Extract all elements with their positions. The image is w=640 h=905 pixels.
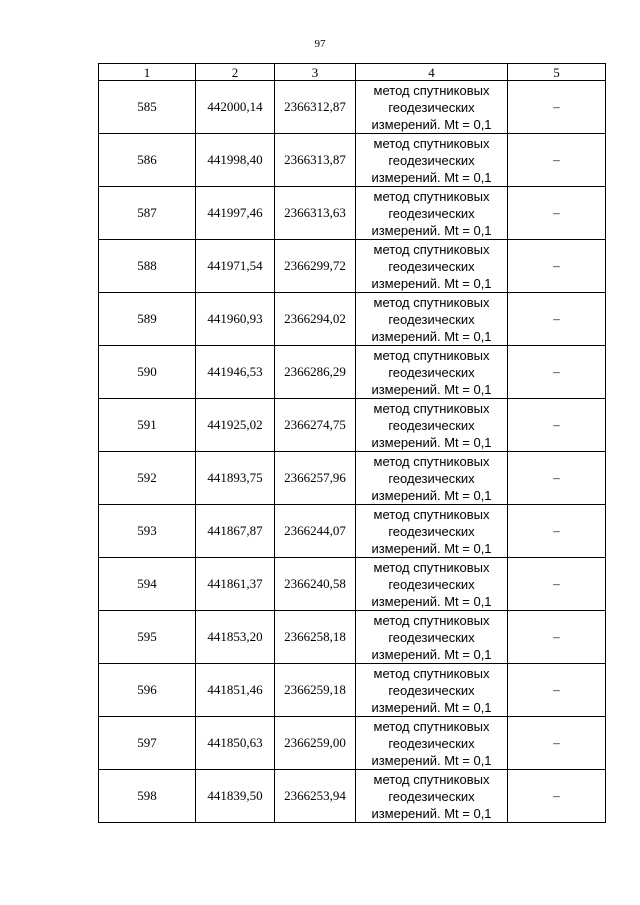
point-number-cell: 590	[99, 346, 196, 399]
method-text-line: измерений. Mt = 0,1	[371, 805, 492, 821]
method-text-line: геодезических	[388, 576, 475, 592]
table-row	[99, 770, 606, 823]
point-number-cell: 593	[99, 505, 196, 558]
table-row	[99, 664, 606, 717]
method-text-line: геодезических	[388, 205, 475, 221]
header-col-2: 2	[196, 64, 275, 81]
method-text-line: геодезических	[388, 523, 475, 539]
y-coordinate-cell: 2366274,75	[275, 399, 356, 452]
note-cell: –	[508, 452, 606, 505]
table-row	[99, 452, 606, 505]
method-text-line: метод спутниковых	[373, 506, 490, 522]
table-row	[99, 134, 606, 187]
method-text-line: метод спутниковых	[373, 188, 490, 204]
method-text-line: геодезических	[388, 682, 475, 698]
page-number: 97	[314, 38, 326, 50]
y-coordinate-cell: 2366240,58	[275, 558, 356, 611]
header-col-5: 5	[508, 64, 606, 81]
method-text-line: метод спутниковых	[373, 559, 490, 575]
x-coordinate-cell: 441861,37	[196, 558, 275, 611]
x-coordinate-cell: 441853,20	[196, 611, 275, 664]
method-cell	[356, 346, 508, 399]
method-text-line: измерений. Mt = 0,1	[371, 646, 492, 662]
method-text-line: измерений. Mt = 0,1	[371, 593, 492, 609]
coordinates-table	[98, 63, 606, 823]
method-cell	[356, 240, 508, 293]
table-row	[99, 717, 606, 770]
note-cell: –	[508, 399, 606, 452]
x-coordinate-cell: 441946,53	[196, 346, 275, 399]
method-text-line: метод спутниковых	[373, 347, 490, 363]
method-text-line: измерений. Mt = 0,1	[371, 169, 492, 185]
point-number-cell: 592	[99, 452, 196, 505]
table-row	[99, 611, 606, 664]
x-coordinate-cell: 441839,50	[196, 770, 275, 823]
header-col-1: 1	[99, 64, 196, 81]
note-cell: –	[508, 293, 606, 346]
method-text-line: геодезических	[388, 735, 475, 751]
note-cell: –	[508, 187, 606, 240]
method-cell	[356, 664, 508, 717]
method-text-line: измерений. Mt = 0,1	[371, 275, 492, 291]
table-row	[99, 81, 606, 134]
note-cell: –	[508, 240, 606, 293]
y-coordinate-cell: 2366312,87	[275, 81, 356, 134]
table-header-row	[99, 64, 606, 81]
note-cell: –	[508, 611, 606, 664]
method-text-line: метод спутниковых	[373, 135, 490, 151]
table-row	[99, 399, 606, 452]
method-text-line: метод спутниковых	[373, 400, 490, 416]
table-row	[99, 293, 606, 346]
y-coordinate-cell: 2366286,29	[275, 346, 356, 399]
header-col-3: 3	[275, 64, 356, 81]
y-coordinate-cell: 2366313,63	[275, 187, 356, 240]
y-coordinate-cell: 2366259,18	[275, 664, 356, 717]
method-text-line: геодезических	[388, 364, 475, 380]
y-coordinate-cell: 2366258,18	[275, 611, 356, 664]
y-coordinate-cell: 2366294,02	[275, 293, 356, 346]
note-cell: –	[508, 558, 606, 611]
point-number-cell: 585	[99, 81, 196, 134]
point-number-cell: 587	[99, 187, 196, 240]
method-cell	[356, 81, 508, 134]
table-row	[99, 240, 606, 293]
table-row	[99, 346, 606, 399]
note-cell: –	[508, 346, 606, 399]
method-cell	[356, 558, 508, 611]
point-number-cell: 594	[99, 558, 196, 611]
method-text-line: измерений. Mt = 0,1	[371, 434, 492, 450]
method-text-line: метод спутниковых	[373, 82, 490, 98]
y-coordinate-cell: 2366253,94	[275, 770, 356, 823]
method-text-line: метод спутниковых	[373, 665, 490, 681]
method-cell	[356, 770, 508, 823]
point-number-cell: 595	[99, 611, 196, 664]
y-coordinate-cell: 2366299,72	[275, 240, 356, 293]
table-row	[99, 187, 606, 240]
note-cell: –	[508, 81, 606, 134]
point-number-cell: 588	[99, 240, 196, 293]
method-text-line: геодезических	[388, 417, 475, 433]
method-text-line: метод спутниковых	[373, 294, 490, 310]
x-coordinate-cell: 441960,93	[196, 293, 275, 346]
x-coordinate-cell: 441893,75	[196, 452, 275, 505]
point-number-cell: 597	[99, 717, 196, 770]
y-coordinate-cell: 2366313,87	[275, 134, 356, 187]
x-coordinate-cell: 441971,54	[196, 240, 275, 293]
method-text-line: метод спутниковых	[373, 718, 490, 734]
method-text-line: геодезических	[388, 152, 475, 168]
method-text-line: измерений. Mt = 0,1	[371, 116, 492, 132]
table-row	[99, 558, 606, 611]
x-coordinate-cell: 441867,87	[196, 505, 275, 558]
note-cell: –	[508, 505, 606, 558]
point-number-cell: 586	[99, 134, 196, 187]
method-cell	[356, 134, 508, 187]
method-text-line: метод спутниковых	[373, 453, 490, 469]
x-coordinate-cell: 441851,46	[196, 664, 275, 717]
note-cell: –	[508, 770, 606, 823]
point-number-cell: 591	[99, 399, 196, 452]
method-text-line: измерений. Mt = 0,1	[371, 540, 492, 556]
method-text-line: измерений. Mt = 0,1	[371, 328, 492, 344]
method-cell	[356, 611, 508, 664]
method-text-line: геодезических	[388, 629, 475, 645]
method-text-line: геодезических	[388, 788, 475, 804]
method-text-line: метод спутниковых	[373, 241, 490, 257]
method-cell	[356, 187, 508, 240]
x-coordinate-cell: 441850,63	[196, 717, 275, 770]
header-col-4: 4	[356, 64, 508, 81]
y-coordinate-cell: 2366257,96	[275, 452, 356, 505]
method-text-line: метод спутниковых	[373, 612, 490, 628]
table-body	[99, 81, 606, 823]
method-cell	[356, 399, 508, 452]
method-text-line: измерений. Mt = 0,1	[371, 752, 492, 768]
method-text-line: метод спутниковых	[373, 771, 490, 787]
method-text-line: геодезических	[388, 99, 475, 115]
method-text-line: геодезических	[388, 311, 475, 327]
method-text-line: измерений. Mt = 0,1	[371, 487, 492, 503]
point-number-cell: 596	[99, 664, 196, 717]
method-text-line: измерений. Mt = 0,1	[371, 699, 492, 715]
note-cell: –	[508, 664, 606, 717]
method-cell	[356, 717, 508, 770]
point-number-cell: 589	[99, 293, 196, 346]
x-coordinate-cell: 442000,14	[196, 81, 275, 134]
note-cell: –	[508, 717, 606, 770]
table-row	[99, 505, 606, 558]
method-text-line: геодезических	[388, 470, 475, 486]
x-coordinate-cell: 441998,40	[196, 134, 275, 187]
y-coordinate-cell: 2366244,07	[275, 505, 356, 558]
method-cell	[356, 452, 508, 505]
y-coordinate-cell: 2366259,00	[275, 717, 356, 770]
note-cell: –	[508, 134, 606, 187]
method-text-line: измерений. Mt = 0,1	[371, 381, 492, 397]
point-number-cell: 598	[99, 770, 196, 823]
method-text-line: геодезических	[388, 258, 475, 274]
method-cell	[356, 293, 508, 346]
x-coordinate-cell: 441925,02	[196, 399, 275, 452]
method-text-line: измерений. Mt = 0,1	[371, 222, 492, 238]
x-coordinate-cell: 441997,46	[196, 187, 275, 240]
method-cell	[356, 505, 508, 558]
